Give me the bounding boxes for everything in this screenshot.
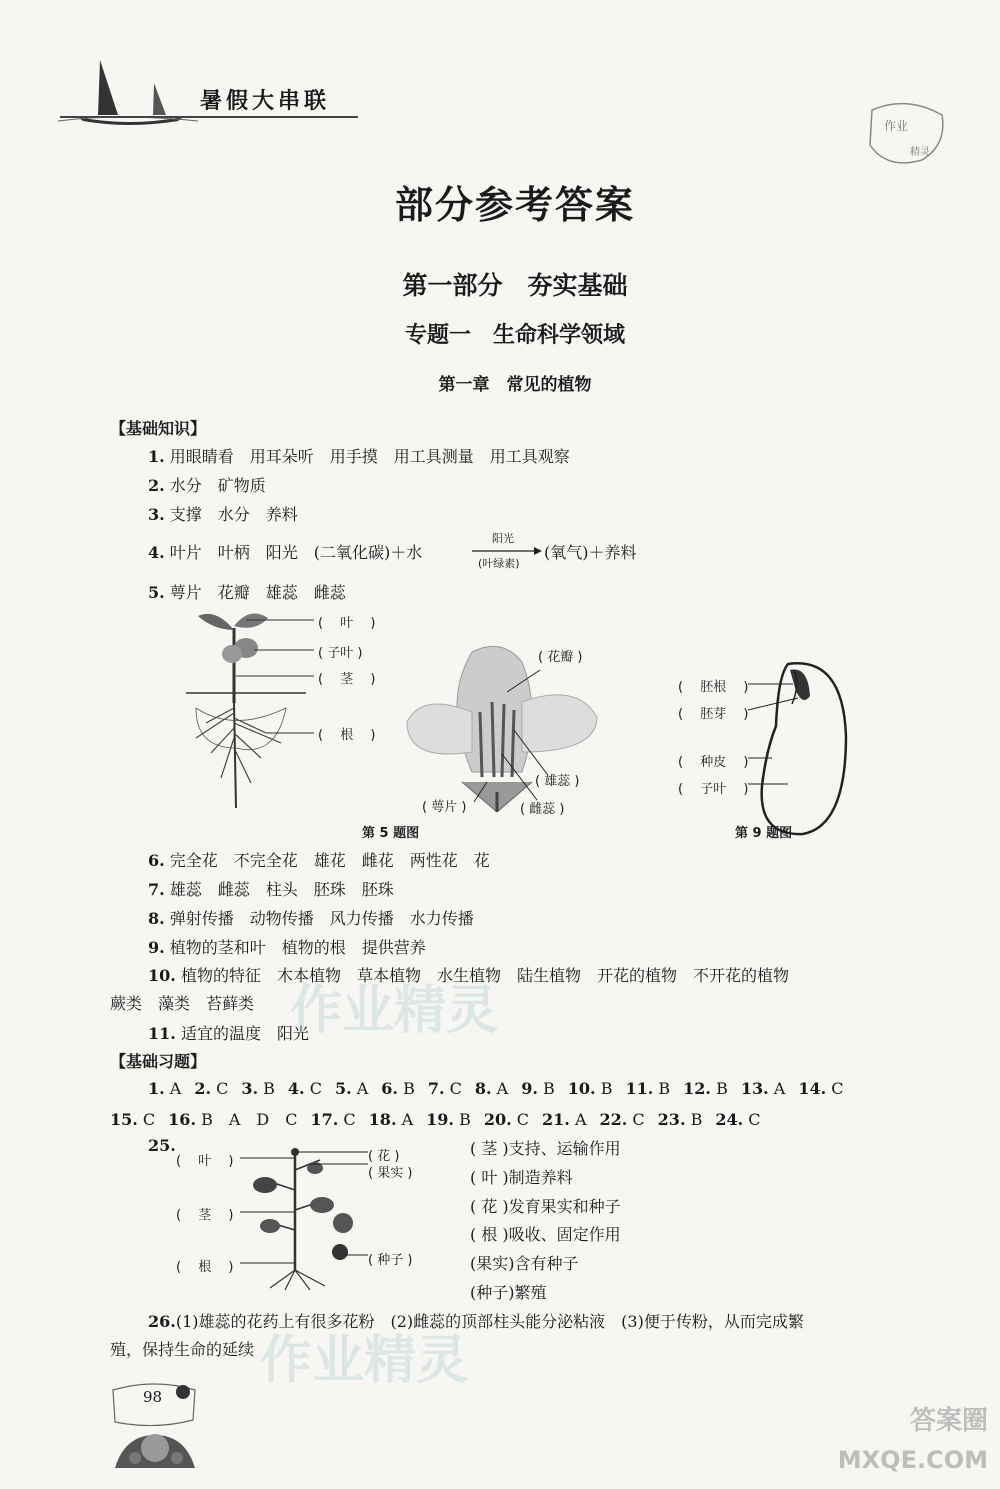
seed-label-seedcoat: ( 种皮 )	[678, 755, 749, 770]
mc-answer-letter: A	[768, 1079, 786, 1098]
mc-answers-row-2	[110, 1107, 774, 1130]
answer-line-10: 10. 植物的特征 木本植物 草本植物 水生植物 陆生植物 开花的植物 不开花的植物	[148, 966, 789, 985]
mc-answer-item	[521, 1079, 555, 1098]
reaction-condition-above: 阳光	[492, 532, 514, 545]
mc-question-number: 17.	[310, 1110, 339, 1129]
mc-answer-letter: C	[137, 1110, 156, 1129]
mc-question-number: 24.	[715, 1110, 744, 1129]
bean-seed-diagram	[748, 656, 858, 841]
mc-question-number: 12.	[683, 1079, 711, 1098]
answer-line-7: 7. 雄蕊 雌蕊 柱头 胚珠 胚珠	[148, 880, 394, 899]
mc-question-number: 22.	[599, 1110, 628, 1129]
mc-answer-item	[625, 1079, 670, 1098]
header-rule	[60, 116, 358, 118]
mc-answer-letter: B A D C	[196, 1110, 298, 1129]
q26-line-2: 殖，保持生命的延续	[110, 1340, 255, 1359]
mc-answer-letter: A	[396, 1110, 414, 1129]
mc-answer-item	[369, 1110, 413, 1129]
mc-answer-item	[168, 1110, 297, 1129]
mc-question-number: 10.	[567, 1079, 596, 1098]
mc-answer-item	[484, 1110, 529, 1129]
mc-answer-letter: B	[685, 1110, 703, 1129]
mc-answer-item	[110, 1110, 155, 1129]
mc-question-number: 15.	[110, 1110, 138, 1129]
mc-answer-letter: A	[351, 1079, 369, 1098]
seedling-label-stem: ( 茎 )	[318, 672, 376, 687]
q25-answer-1: ( 茎 )支持、运输作用	[470, 1139, 621, 1158]
answer-line-8: 8. 弹射传播 动物传播 风力传播 水力传播	[148, 909, 474, 928]
answer-line-3: 3. 支撑 水分 养料	[148, 505, 298, 524]
mc-question-number: 23.	[657, 1110, 686, 1129]
answer-line-6: 6. 完全花 不完全花 雄花 雌花 两性花 花	[148, 851, 490, 870]
mc-question-number: 16.	[168, 1110, 197, 1129]
seedling-label-leaf: ( 叶 )	[318, 616, 376, 631]
part-title: 第一部分 夯实基础	[402, 271, 628, 300]
mc-answer-item	[475, 1079, 508, 1098]
answer-line-5: 5. 萼片 花瓣 雄蕊 雌蕊	[148, 583, 346, 602]
mc-answer-item	[542, 1110, 586, 1129]
mc-answer-item	[568, 1079, 613, 1098]
flower-label-sepal: ( 萼片 )	[422, 800, 467, 815]
mc-answer-item	[241, 1079, 275, 1098]
mc-question-number: 3.	[241, 1079, 259, 1098]
page-number: 98	[143, 1388, 163, 1406]
section-knowledge-heading: 【基础知识】	[110, 419, 207, 438]
mc-answer-item	[335, 1079, 368, 1098]
site-watermark-2: MXQE.COM	[837, 1446, 988, 1474]
stamp-text-2: 精灵	[910, 147, 930, 158]
section-exercises-heading: 【基础习题】	[110, 1052, 207, 1071]
mc-answer-letter: A	[569, 1110, 587, 1129]
q25-answer-5: (果实)含有种子	[470, 1254, 579, 1273]
mc-answer-item	[381, 1079, 415, 1098]
seed-label-cotyledon: ( 子叶 )	[678, 782, 749, 797]
chapter-title: 第一章 常见的植物	[438, 375, 592, 395]
plant-label-seed: ( 种子 )	[368, 1253, 413, 1268]
fig9-caption: 第 9 题图	[735, 826, 793, 841]
mc-question-number: 6.	[381, 1079, 398, 1098]
q25-answer-4: ( 根 )吸收、固定作用	[470, 1225, 621, 1244]
watermark-text-1: 作业精灵	[290, 980, 499, 1041]
q26-line-1: 26.(1)雄蕊的花药上有很多花粉 (2)雌蕊的顶部柱头能分泌粘液 (3)便于传粉，从而完成繁	[148, 1312, 804, 1331]
q25-answer-3: ( 花 )发育果实和种子	[470, 1197, 621, 1216]
q25-answer-6: (种子)繁殖	[470, 1283, 547, 1302]
mc-answer-letter: C	[211, 1079, 229, 1098]
mc-answer-letter: B	[710, 1079, 728, 1098]
mc-answer-item	[658, 1110, 703, 1129]
mc-answer-letter: C	[304, 1079, 322, 1098]
mc-answer-letter: B	[653, 1079, 671, 1098]
mc-question-number: 11.	[625, 1079, 654, 1098]
mc-answer-letter: C	[627, 1110, 645, 1129]
mc-question-number: 4.	[287, 1079, 305, 1098]
mc-answer-item	[428, 1079, 462, 1098]
mc-answer-letter: A	[164, 1079, 182, 1098]
mc-question-number: 1.	[148, 1079, 165, 1098]
watermark-text-2: 作业精灵	[260, 1330, 469, 1391]
mc-answer-item	[194, 1079, 228, 1098]
plant-label-flower: ( 花 )	[368, 1149, 400, 1164]
mc-answer-letter: B	[595, 1079, 613, 1098]
fig5-caption: 第 5 题图	[362, 826, 420, 841]
mc-answer-item	[426, 1110, 471, 1129]
mc-question-number: 18.	[368, 1110, 397, 1129]
sailboat-illustration	[58, 55, 198, 125]
mc-question-number: 19.	[426, 1110, 454, 1129]
plant-label-root: ( 根 )	[176, 1260, 234, 1275]
plant-label-leaf: ( 叶 )	[176, 1154, 234, 1169]
mc-question-number: 7.	[427, 1079, 445, 1098]
mc-answer-item	[148, 1079, 181, 1098]
answer-line-2: 2. 水分 矿物质	[148, 476, 266, 495]
site-watermark-1: 答案圈	[909, 1406, 988, 1436]
stamp-seal	[862, 100, 952, 170]
plant-label-fruit: ( 果实 )	[368, 1166, 413, 1181]
mc-answer-item	[683, 1079, 728, 1098]
answer-line-11: 11. 适宜的温度 阳光	[148, 1024, 309, 1043]
mc-answer-letter: C	[511, 1110, 530, 1129]
mc-answer-letter: C	[338, 1110, 356, 1129]
mc-question-number: 5.	[334, 1079, 352, 1098]
mc-answer-letter: B	[258, 1079, 275, 1098]
answer-line-4-post: (氧气)＋养料	[544, 543, 637, 562]
flower-label-pistil: ( 雌蕊 )	[520, 802, 565, 817]
answer-line-9: 9. 植物的茎和叶 植物的根 提供营养	[148, 938, 426, 957]
topic-title: 专题一 生命科学领域	[404, 322, 625, 348]
mc-answer-letter: B	[454, 1110, 471, 1129]
mc-answer-letter: C	[743, 1110, 761, 1129]
mc-question-number: 8.	[474, 1079, 492, 1098]
mc-question-number: 14.	[798, 1079, 827, 1098]
mc-question-number: 13.	[740, 1079, 769, 1098]
seed-label-radicle: ( 胚根 )	[678, 680, 749, 695]
seedling-diagram	[186, 608, 386, 808]
mc-question-number: 20.	[483, 1110, 512, 1129]
seedling-label-cotyledon: ( 子叶 )	[318, 646, 363, 661]
mc-answer-letter: A	[491, 1079, 509, 1098]
mc-answer-item	[311, 1110, 356, 1129]
mc-answer-item	[741, 1079, 785, 1098]
mc-answer-item	[715, 1110, 760, 1129]
answer-line-4: 4. 叶片 叶柄 阳光 (二氧化碳)＋水	[148, 543, 423, 562]
series-title: 暑假大串联	[200, 88, 331, 114]
mc-question-number: 21.	[542, 1110, 570, 1129]
mc-answer-item	[288, 1079, 322, 1098]
flower-label-stamen: ( 雄蕊 )	[535, 774, 580, 789]
mc-answer-letter: B	[398, 1079, 415, 1098]
mc-question-number: 2.	[194, 1079, 212, 1098]
answer-line-10-cont: 蕨类 藻类 苔藓类	[110, 994, 255, 1013]
answer-line-1: 1. 用眼睛看 用耳朵听 用手摸 用工具测量 用工具观察	[148, 447, 570, 466]
mc-question-number: 9.	[521, 1079, 538, 1098]
mc-answer-letter: C	[444, 1079, 462, 1098]
main-title: 部分参考答案	[394, 182, 635, 227]
mc-answer-letter: B	[537, 1079, 555, 1098]
mc-answer-item	[798, 1079, 843, 1098]
stamp-text-1: 作业	[884, 119, 909, 133]
flower-label-petal: ( 花瓣 )	[538, 650, 583, 665]
mc-answers-row-1	[148, 1079, 856, 1098]
seedling-label-root: ( 根 )	[318, 728, 376, 743]
plant-label-stem: ( 茎 )	[176, 1208, 234, 1223]
reaction-condition-below: (叶绿素)	[478, 557, 520, 570]
q25-answer-2: ( 叶 )制造养料	[470, 1168, 573, 1187]
mc-answer-item	[600, 1110, 645, 1129]
tomato-plant-diagram	[240, 1140, 370, 1290]
q25-number: 25.	[148, 1136, 176, 1155]
mc-answer-letter: C	[826, 1079, 844, 1098]
seed-label-plumule: ( 胚芽 )	[678, 707, 749, 722]
